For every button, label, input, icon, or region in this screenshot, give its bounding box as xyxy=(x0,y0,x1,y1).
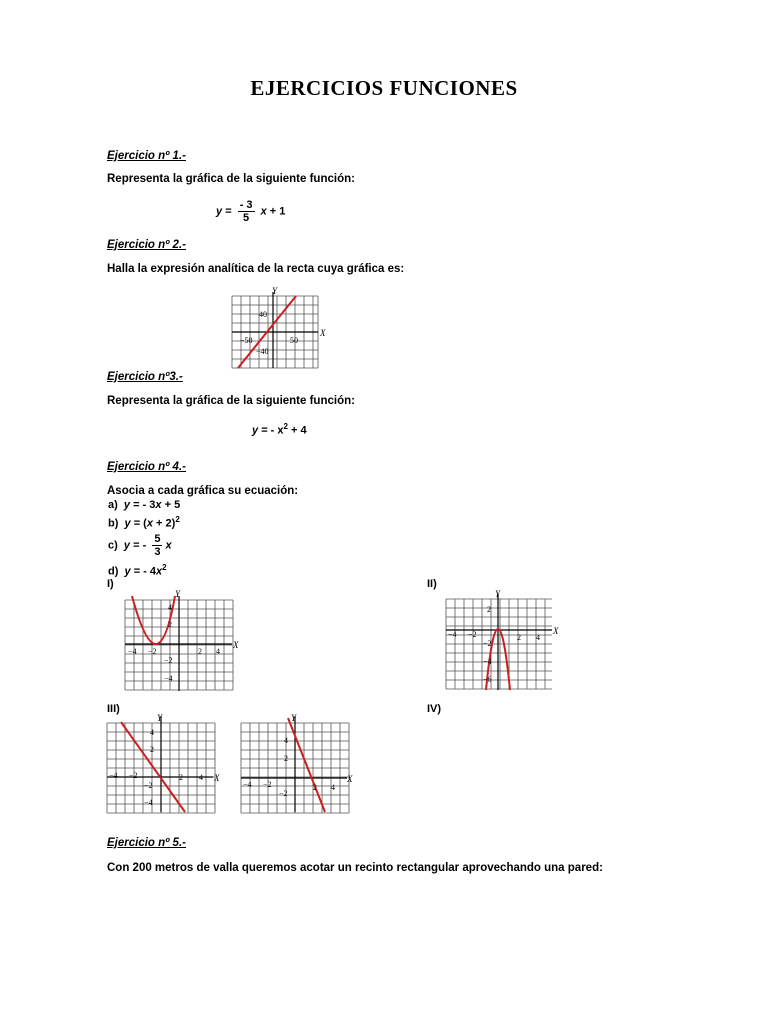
exercise-5-heading: Ejercicio nº 5.- xyxy=(107,837,186,849)
exercise-1-heading: Ejercicio nº 1.- xyxy=(107,150,186,162)
tick-x-2: 2 xyxy=(313,783,317,792)
tick-y-neg: −40 xyxy=(256,347,269,356)
axis-y-label: Y xyxy=(157,713,163,723)
tick-x-2: 2 xyxy=(198,647,202,656)
graph-label-2: II) xyxy=(427,578,437,590)
tick-y-pos: 40 xyxy=(259,310,267,319)
exercise-3-heading: Ejercicio nº3.- xyxy=(107,371,183,383)
tick-x-pos: 50 xyxy=(290,336,298,345)
tick-y-m2: −2 xyxy=(164,656,173,665)
exercise-2-statement: Halla la expresión analítica de la recta cuya gráfica es: xyxy=(107,263,405,275)
axis-x-label: X xyxy=(233,640,239,650)
tick-y-4: 4 xyxy=(150,728,154,737)
tick-x-4: 4 xyxy=(199,773,203,782)
tick-y-m2: −2 xyxy=(279,789,288,798)
tick-x-m2: −2 xyxy=(148,647,157,656)
tick-y-m4: −4 xyxy=(164,674,173,683)
axis-y-label: Y xyxy=(495,589,501,599)
tick-y-2: 2 xyxy=(168,620,172,629)
tick-y-m2: −2 xyxy=(144,781,153,790)
tick-y-2: 2 xyxy=(150,745,154,754)
axis-x-label: X xyxy=(214,773,220,783)
option-a: a) y = - 3x + 5 xyxy=(108,499,181,511)
graph-4 xyxy=(237,712,362,816)
tick-y-2: 2 xyxy=(487,605,491,614)
exercise-2-graph xyxy=(226,284,336,374)
page-title: EJERCICIOS FUNCIONES xyxy=(250,76,518,100)
exercise-1-equation: y = $\frac{- 3}{5}$ x + 1 xyxy=(216,199,286,224)
tick-y-4: 4 xyxy=(284,736,288,745)
tick-y-4: 4 xyxy=(168,603,172,612)
tick-x-m4: −4 xyxy=(109,771,118,780)
exercise-5-statement: Con 200 metros de valla queremos acotar un recinto rectangular aprovechando una pared: xyxy=(107,862,603,874)
graph-3 xyxy=(103,712,228,816)
exercise-3-equation: y = - $x^2 + 4$ xyxy=(252,422,307,437)
exercise-3-statement: Representa la gráfica de la siguiente función: xyxy=(107,395,355,407)
tick-y-m2: −2 xyxy=(483,639,492,648)
axis-y-label: Y xyxy=(272,286,278,296)
exercise-4-statement: Asocia a cada gráfica su ecuación: xyxy=(107,485,299,497)
tick-x-4: 4 xyxy=(216,647,220,656)
axis-x-label: X xyxy=(347,774,353,784)
tick-y-2: 2 xyxy=(284,754,288,763)
tick-x-2: 2 xyxy=(517,633,521,642)
exercise-2-heading: Ejercicio nº 2.- xyxy=(107,239,186,251)
tick-x-4: 4 xyxy=(536,633,540,642)
axis-x-label: X xyxy=(320,328,326,338)
exercise-4-heading: Ejercicio nº 4.- xyxy=(107,461,186,473)
tick-x-m2: −2 xyxy=(263,780,272,789)
tick-x-4: 4 xyxy=(331,783,335,792)
graph-1 xyxy=(120,588,250,694)
tick-x-m4: −4 xyxy=(128,647,137,656)
exercise-1-statement: Representa la gráfica de la siguiente función: xyxy=(107,173,355,185)
graph-label-4: IV) xyxy=(427,703,442,715)
option-c: c) y = - $\frac{5}{3}$ x xyxy=(108,533,172,558)
tick-x-m4: −4 xyxy=(448,630,457,639)
tick-y-m4: −4 xyxy=(144,798,153,807)
axis-y-label: Y xyxy=(291,713,297,723)
graph-label-3: III) xyxy=(107,703,120,715)
option-b: b) $y = (x + 2)^2$ xyxy=(108,515,180,530)
tick-x-m4: −4 xyxy=(243,780,252,789)
option-d: d) y = - $4x^2$ xyxy=(108,563,167,578)
axis-x-label: X xyxy=(553,626,559,636)
tick-x-m2: −2 xyxy=(129,771,138,780)
tick-x-2: 2 xyxy=(179,773,183,782)
tick-y-m6: −6 xyxy=(483,675,492,684)
graph-label-1: I) xyxy=(107,578,114,590)
tick-x-neg: −50 xyxy=(240,336,253,345)
graph-2 xyxy=(440,588,570,692)
tick-y-m4: −4 xyxy=(483,657,492,666)
axis-y-label: Y xyxy=(175,589,181,599)
tick-x-m2: −2 xyxy=(468,630,477,639)
